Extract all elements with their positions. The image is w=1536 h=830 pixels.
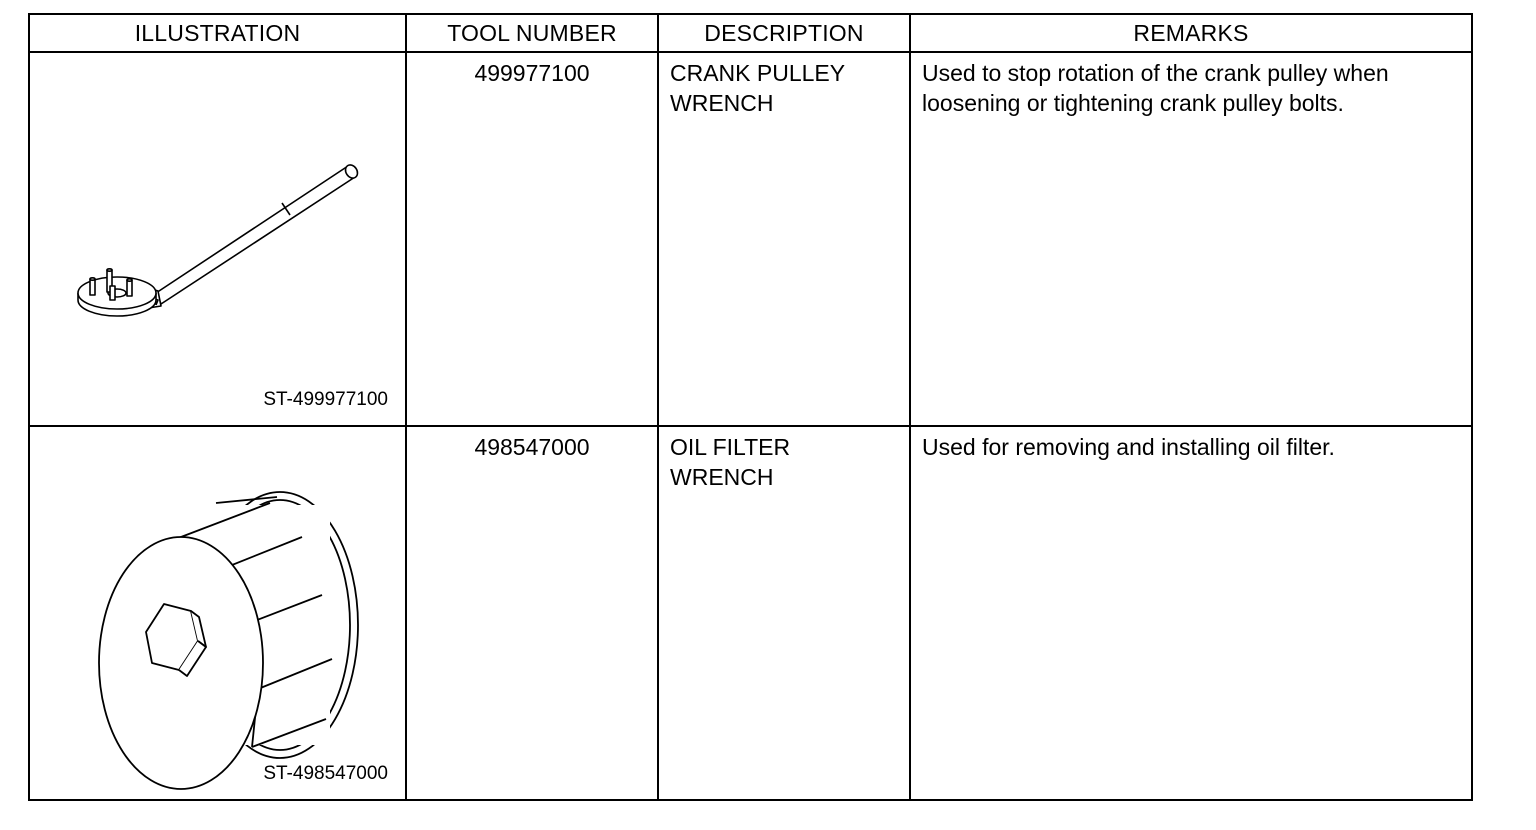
- table-header-row: [29, 14, 1472, 52]
- description-cell: [658, 52, 910, 426]
- illustration-caption: ST-498547000: [263, 763, 388, 784]
- tool-number: 498547000: [474, 434, 590, 460]
- tool-remarks: Used for removing and installing oil filter.: [922, 434, 1335, 460]
- illustration-caption: ST-499977100: [263, 389, 388, 410]
- tool-description: CRANK PULLEY WRENCH: [670, 60, 846, 116]
- remarks-cell: [910, 426, 1472, 800]
- special-tools-table: [28, 13, 1473, 801]
- remarks-cell: [910, 52, 1472, 426]
- header-description: DESCRIPTION: [658, 14, 910, 52]
- header-illustration: ILLUSTRATION: [29, 14, 406, 52]
- tool-description: OIL FILTER WRENCH: [670, 434, 791, 490]
- tool-remarks: Used to stop rotation of the crank pulley when loosening or tightening crank pulley bolts.: [922, 60, 1389, 116]
- crank-pulley-wrench-icon: [30, 53, 405, 425]
- tool-number: 499977100: [474, 60, 590, 86]
- tool-number-cell: [406, 426, 658, 800]
- tool-number-cell: [406, 52, 658, 426]
- header-tool-number: TOOL NUMBER: [406, 14, 658, 52]
- illustration-cell: [29, 52, 406, 426]
- oil-filter-wrench-icon: [30, 427, 405, 799]
- description-cell: [658, 426, 910, 800]
- illustration-cell: [29, 426, 406, 800]
- table-row: [29, 52, 1472, 426]
- header-remarks: REMARKS: [910, 14, 1472, 52]
- table-row: [29, 426, 1472, 800]
